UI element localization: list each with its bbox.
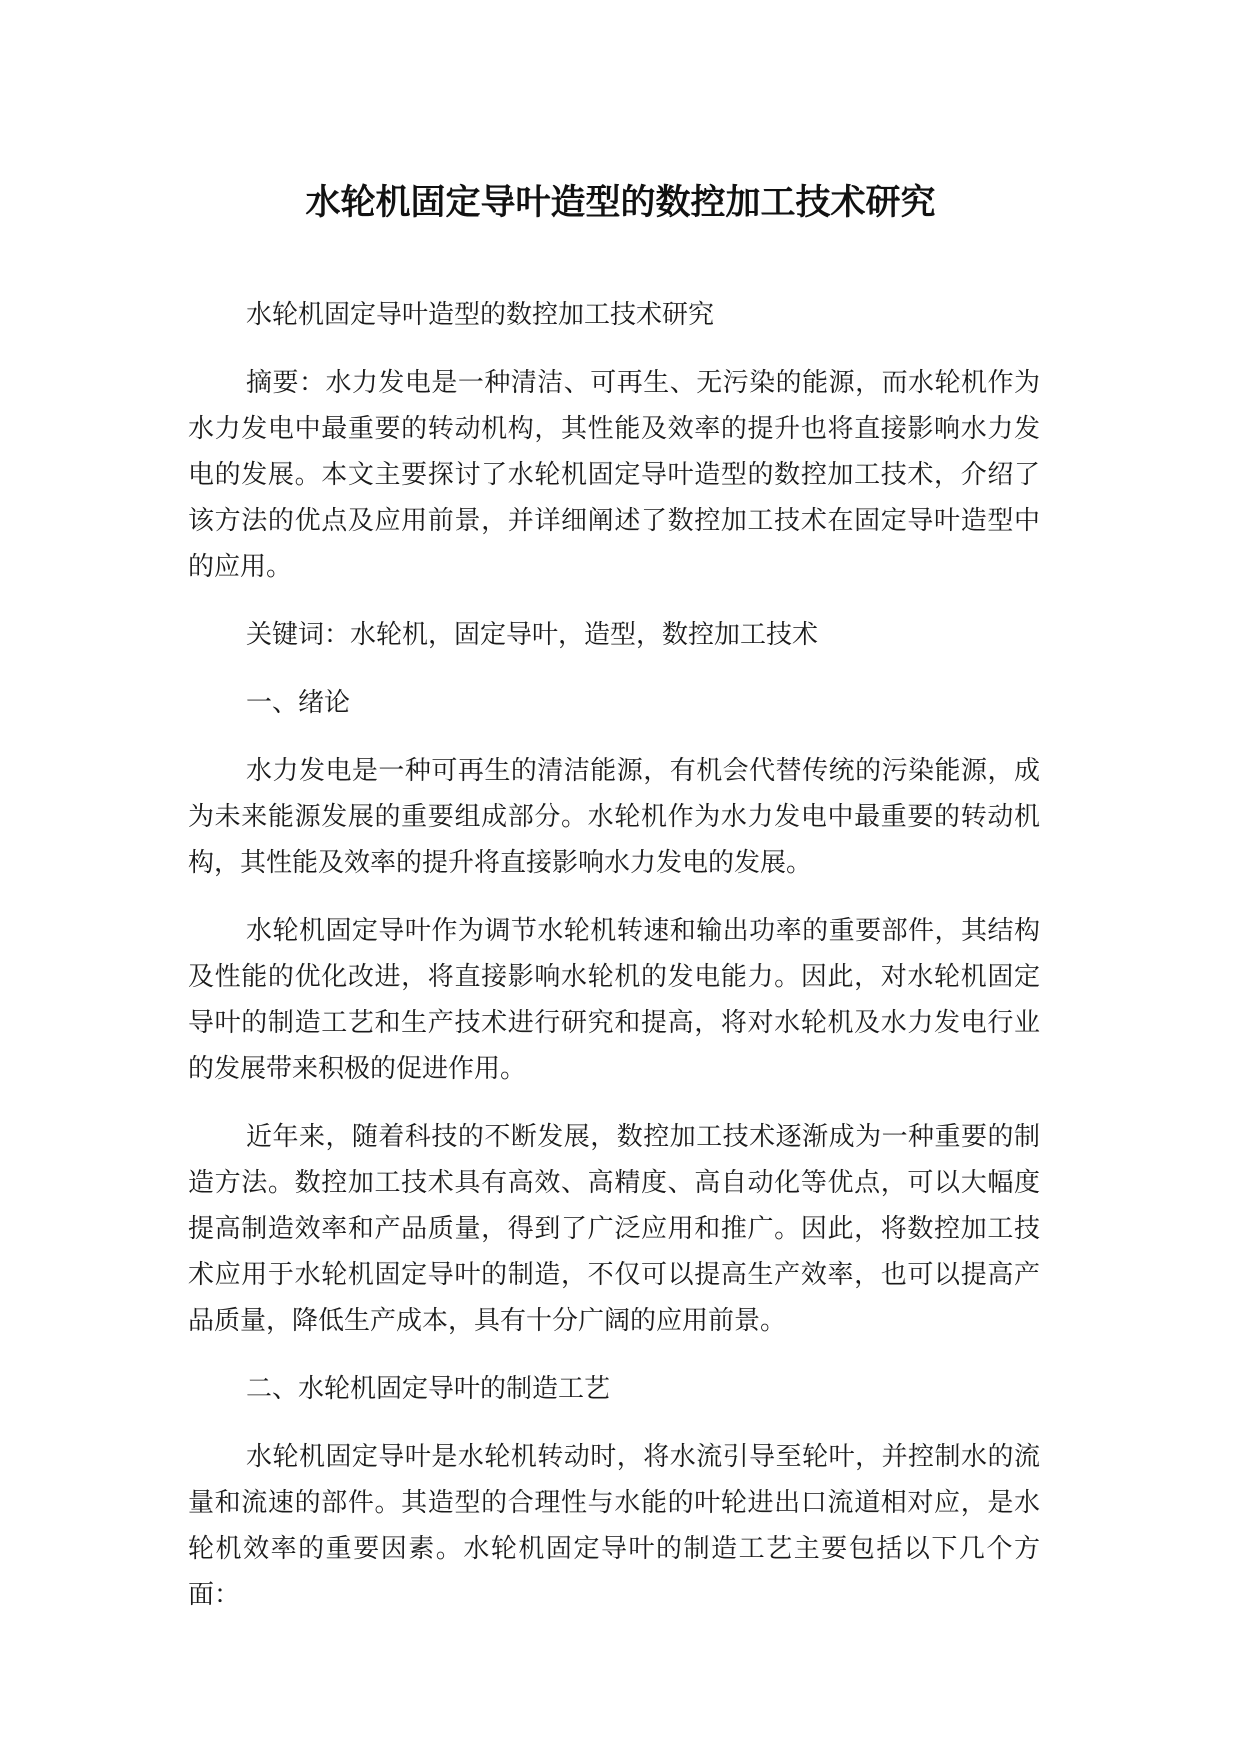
paragraph-intro-3: 近年来，随着科技的不断发展，数控加工技术逐渐成为一种重要的制造方法。数控加工技术具有高效、高精度、高自动化等优点，可以大幅度提高制造效率和产品质量，得到了广泛应用和推广。因此，将数控加工技术应用于水轮机固定导叶的制造，不仅可以提高生产效率，也可以提高产品质量，降低生产成本，具有十分广阔的应用前景。: [188, 1122, 1040, 1336]
paragraph-keywords: 关键词：水轮机，固定导叶，造型，数控加工技术: [246, 620, 819, 650]
paragraph-manufacturing-1: 水轮机固定导叶是水轮机转动时，将水流引导至轮叶，并控制水的流量和流速的部件。其造型的合理性与水能的叶轮进出口流道相对应，是水轮机效率的重要因素。水轮机固定导叶的制造工艺主要包括以下几个方面：: [188, 1442, 1040, 1610]
section-heading-introduction: 一、绪论: [246, 688, 351, 718]
document-title: 水轮机固定导叶造型的数控加工技术研究: [305, 183, 936, 223]
paragraph-intro-1: 水力发电是一种可再生的清洁能源，有机会代替传统的污染能源，成为未来能源发展的重要组成部分。水轮机作为水力发电中最重要的转动机构，其性能及效率的提升将直接影响水力发电的发展。: [188, 756, 1040, 878]
paragraph-abstract: 摘要：水力发电是一种清洁、可再生、无污染的能源，而水轮机作为水力发电中最重要的转动机构，其性能及效率的提升也将直接影响水力发电的发展。本文主要探讨了水轮机固定导叶造型的数控加工技术，介绍了该方法的优点及应用前景，并详细阐述了数控加工技术在固定导叶造型中的应用。: [188, 368, 1040, 582]
paragraph-subtitle: 水轮机固定导叶造型的数控加工技术研究: [246, 300, 715, 330]
paragraph-intro-2: 水轮机固定导叶作为调节水轮机转速和输出功率的重要部件，其结构及性能的优化改进，将直接影响水轮机的发电能力。因此，对水轮机固定导叶的制造工艺和生产技术进行研究和提高，将对水轮机及水力发电行业的发展带来积极的促进作用。: [188, 916, 1040, 1084]
section-heading-manufacturing: 二、水轮机固定导叶的制造工艺: [246, 1374, 611, 1404]
document-body: [188, 292, 1040, 1640]
